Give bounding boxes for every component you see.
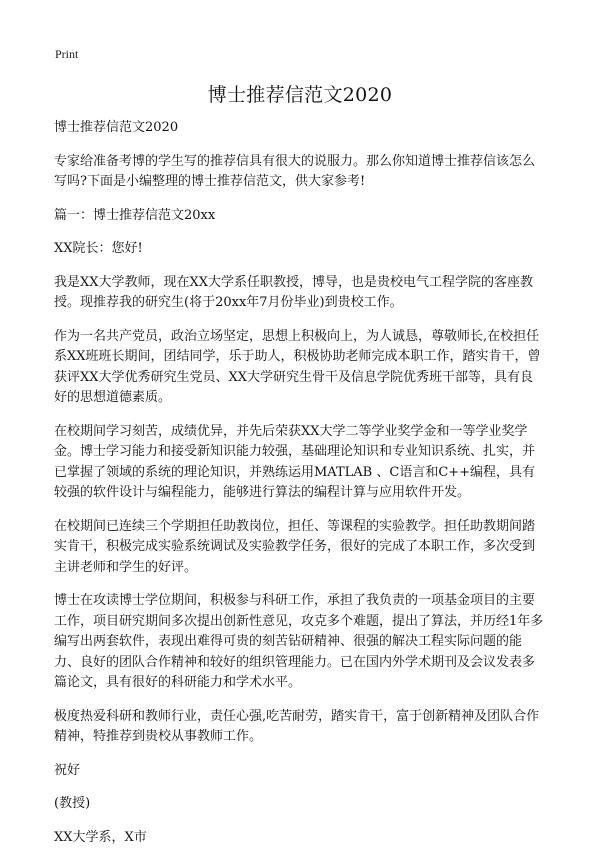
paragraph-body-4: 在校期间已连续三个学期担任助教岗位，担任、等课程的实验教学。担任助教期间踏实肯干，积极完成实验系统调试及实验教学任务，很好的完成了本职工作，多次受到主讲老师和学生的好评。 bbox=[54, 518, 536, 575]
page-title: 博士推荐信范文2020 bbox=[207, 84, 393, 106]
paragraph-signature-affiliation: XX大学系，X市 bbox=[54, 829, 147, 845]
paragraph-closing: 祝好 bbox=[54, 762, 81, 778]
paragraph-section-heading: 篇一：博士推荐信范文20xx bbox=[54, 207, 216, 223]
paragraph-intro: 专家给准备考博的学生写的推荐信具有很大的说服力。那么你知道博士推荐信该怎么写吗?下面是小编整理的博士推荐信范文，供大家参考! bbox=[54, 153, 536, 189]
paragraph-subtitle: 博士推荐信范文2020 bbox=[54, 120, 179, 135]
paragraph-signature-title: (教授) bbox=[54, 796, 91, 811]
print-link[interactable]: Print bbox=[55, 47, 79, 61]
paragraph-body-5: 博士在攻读博士学位期间，积极参与科研工作，承担了我负责的一项基金项目的主要工作，项目研究期间多次提出创新性意见，攻克多个难题，提出了算法，并历经1年多编写出两套软件，表现出难得可贵的刻苦钻研精神、很强的解决工程实际问题的能力、良好的团队合作精神和较好的组织管理能力。已在国内外学术期刊及会议发表多篇论文，具有很好的科研能力和学术水平。 bbox=[54, 593, 544, 690]
document-body bbox=[54, 118, 544, 861]
paragraph-body-3: 在校期间学习刻苦，成绩优异，并先后荣获XX大学二等学业奖学金和一等学业奖学金。博士学习能力和接受新知识能力较强，基础理论知识和专业知识系统、扎实，并已掌握了领域的系统的理论知识，并熟练运用MATLAB 、C语言和C++编程，具有较强的软件设计与编程能力，能够进行算法的编程计算与应用软件开发。 bbox=[54, 423, 536, 500]
paragraph-body-6: 极度热爱科研和教师行业，责任心强,吃苦耐劳，踏实肯干，富于创新精神及团队合作精神，特推荐到贵校从事教师工作。 bbox=[54, 708, 540, 744]
paragraph-salutation: XX院长：您好! bbox=[54, 241, 143, 256]
paragraph-body-1: 我是XX大学教师，现在XX大学系任职教授，博导，也是贵校电气工程学院的客座教授。现推荐我的研究生(将于20xx年7月份毕业)到贵校工作。 bbox=[54, 274, 534, 310]
paragraph-body-2: 作为一名共产党员，政治立场坚定，思想上积极向上，为人诚恳，尊敬师长,在校担任系XX班班长期间，团结同学，乐于助人，积极协助老师完成本职工作，踏实肯干，曾获评XX大学优秀研究生党员、XX大学研究生骨干及信息学院优秀班干部等，具有良好的思想道德素质。 bbox=[54, 328, 541, 405]
